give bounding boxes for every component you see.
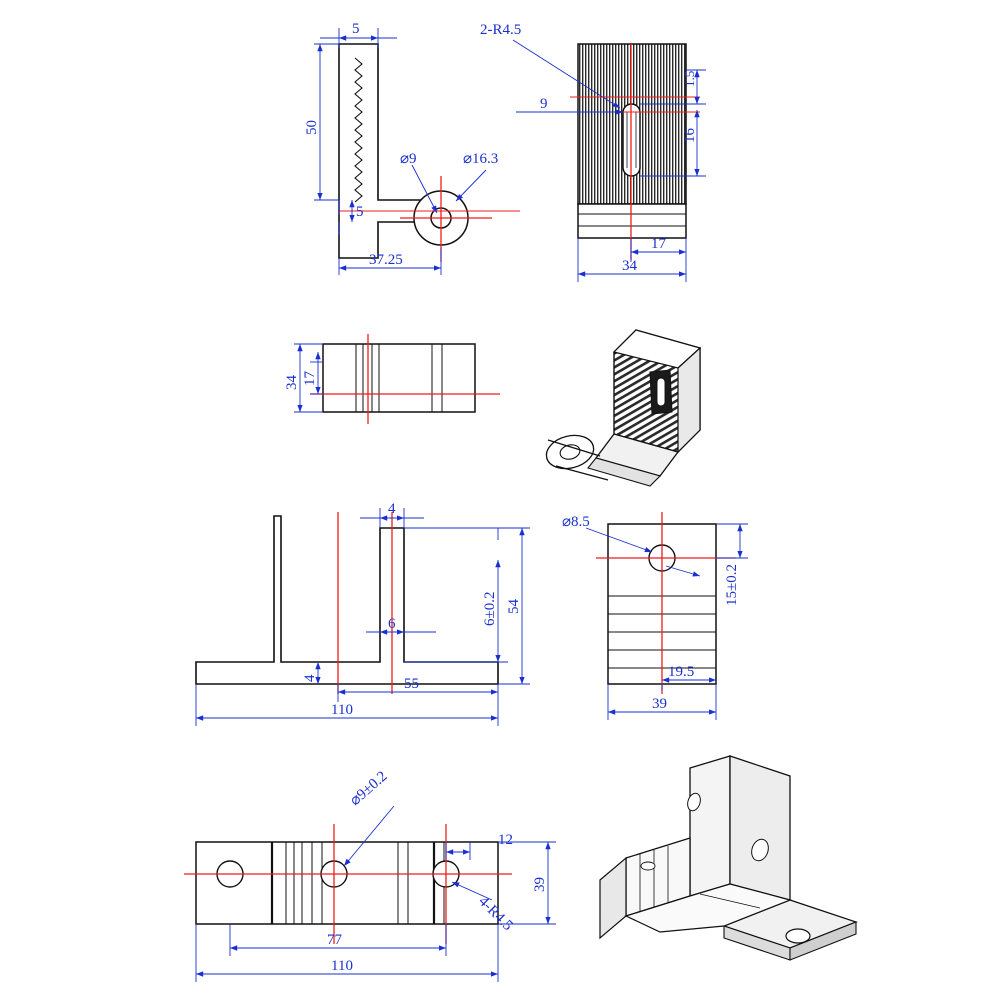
dim-label: 4-R4.5	[475, 893, 516, 934]
dim-label: ⌀9±0.2	[347, 768, 391, 810]
view-side-profile	[304, 21, 520, 275]
dim-label: 110	[331, 958, 353, 974]
view-rail-section	[196, 501, 530, 726]
dim-label: 50	[304, 120, 320, 135]
dim-label: 2-R4.5	[480, 22, 522, 38]
dim-label: 39	[652, 696, 667, 712]
dim-label: 17	[302, 371, 318, 386]
dim-label: 34	[284, 375, 300, 390]
dim-label: 15±0.2	[724, 564, 740, 606]
dim-label: 19.5	[668, 664, 695, 680]
view-isometric-assembly	[600, 756, 856, 960]
view-isometric-clamp	[543, 330, 700, 486]
dim-label: 34	[622, 258, 637, 274]
dim-label: 9	[540, 96, 548, 112]
dim-label: 17	[651, 236, 666, 252]
view-front-slot	[480, 22, 706, 282]
dim-label: 1.5	[682, 70, 697, 87]
dim-label: ⌀8.5	[562, 514, 590, 530]
dim-label: 4	[302, 674, 318, 682]
dim-label: 5	[356, 204, 364, 220]
dim-label: 54	[506, 599, 522, 614]
dim-label: ⌀16.3	[463, 151, 499, 167]
dim-label: 5	[352, 21, 360, 37]
dim-label: 12	[498, 832, 513, 848]
dim-label: 77	[327, 932, 342, 948]
view-base-plate	[184, 768, 556, 982]
view-end-view-34	[284, 334, 500, 424]
dim-label: 4	[388, 501, 396, 517]
dim-label: 37.25	[369, 252, 403, 268]
dim-label: ⌀9	[400, 151, 417, 167]
dim-label: 6	[388, 616, 396, 632]
dim-label: 6±0.2	[482, 591, 498, 626]
dim-label: 55	[404, 676, 419, 692]
dim-label: 16	[682, 128, 698, 143]
view-bracket-side	[562, 512, 748, 720]
dim-label: 39	[532, 877, 548, 892]
dim-label: 110	[331, 702, 353, 718]
